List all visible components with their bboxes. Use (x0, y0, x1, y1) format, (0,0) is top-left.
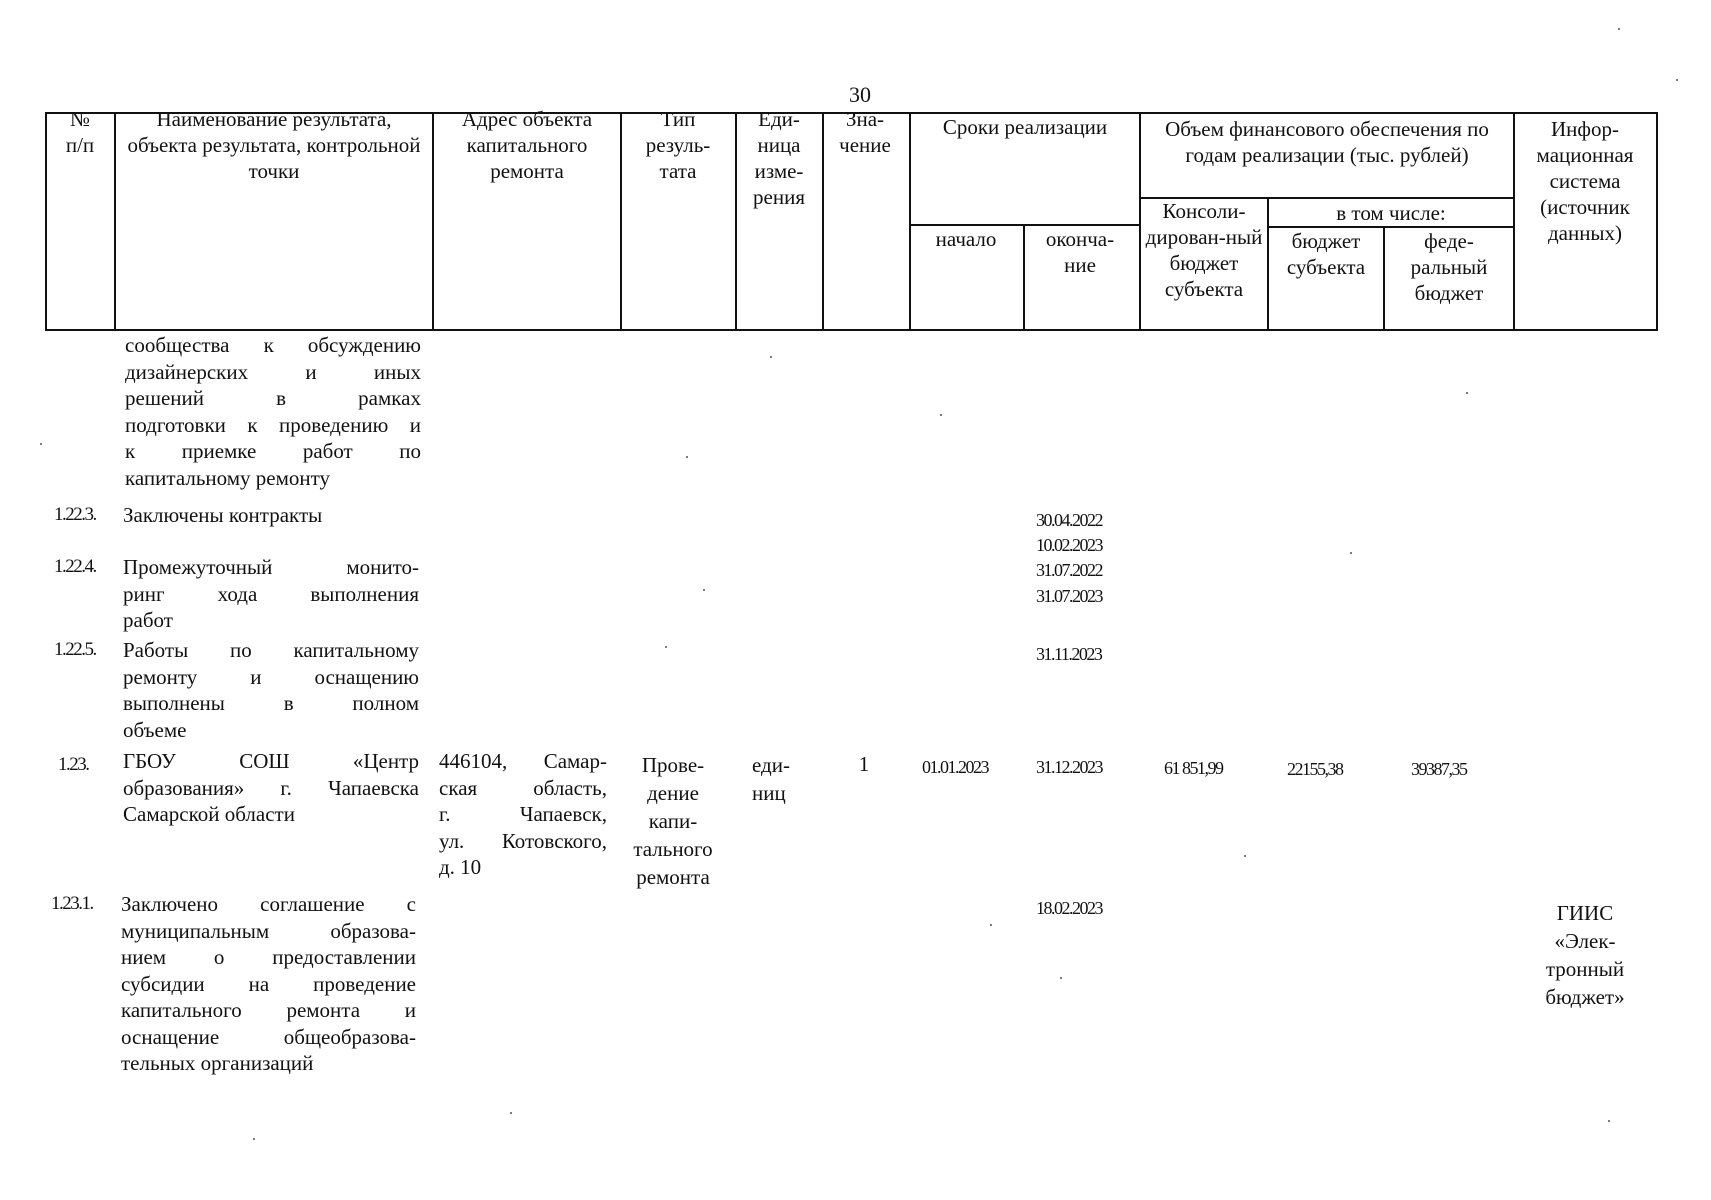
col-divider-0 (45, 112, 47, 331)
row-0-line-3: подготовки к проведению и (125, 412, 421, 437)
scan-speck (990, 924, 992, 926)
scan-speck (686, 456, 688, 458)
scan-speck (1676, 79, 1678, 81)
row-4-start: 01.01.2023 (922, 757, 988, 777)
row-4-address (439, 748, 607, 881)
header-start: начало (935, 227, 997, 251)
row-3-line-1: ремонту и оснащению (123, 664, 419, 689)
header-end: оконча-ние (1045, 227, 1115, 277)
row-1-end-date-0: 30.04.2022 (1036, 510, 1102, 530)
header-num: № п/п (65, 107, 95, 157)
row-5-info-2: тронный (1545, 957, 1625, 981)
row-4-line-2: Самарской области (123, 802, 295, 826)
row-5-line-6: тельных организаций (121, 1051, 314, 1075)
row-5-line-2: нием о предоставлении (121, 945, 416, 969)
header-bottom-border (45, 329, 1658, 331)
row-4-value: 1 (858, 752, 870, 776)
col-divider-12 (1656, 112, 1658, 331)
row-0-line-0: сообщества к обсуждению (125, 333, 421, 357)
row-5-num: 1.23.1. (51, 893, 93, 914)
row-5-name (121, 891, 416, 1077)
scan-speck (40, 443, 42, 445)
row-4-type-3: тального (633, 837, 713, 861)
header-consolidated: Консоли-дирован-ный бюджет субъекта (1145, 199, 1263, 301)
row-2-end-date-1: 31.07.2023 (1036, 586, 1102, 606)
row-4-federal-budget: 39387,35 (1411, 759, 1467, 779)
col-divider-1 (114, 112, 116, 331)
row-4-address-3: ул. Котовского, (439, 828, 607, 853)
row-4-num: 1.23. (58, 754, 89, 775)
row-4-address-2: г. Чапаевск, (439, 802, 607, 826)
row-4-address-0: 446104, Самар- (439, 749, 607, 773)
col-divider-3 (620, 112, 622, 331)
col-divider-4 (735, 112, 737, 331)
row-4-end: 31.12.2023 (1036, 757, 1102, 777)
header-address: Адрес объекта капитального ремонта (461, 107, 593, 183)
header-subject-budget: бюджет субъекта (1286, 229, 1366, 279)
row-5-line-4: капитального ремонта и (121, 998, 416, 1022)
row-3-line-2: выполнены в полном (123, 691, 419, 715)
row-0-line-2: решений в рамках (125, 386, 421, 410)
row-4-type-2: капи- (648, 809, 698, 833)
scan-speck (770, 356, 772, 358)
row-5-info-system (1520, 899, 1650, 1011)
row-4-line-0: ГБОУ СОШ «Центр (123, 749, 419, 773)
row-4-address-4: д. 10 (439, 855, 482, 879)
col-divider-5 (822, 112, 824, 331)
table-header (0, 0, 1711, 350)
row-4-consolidated: 61 851,99 (1164, 758, 1223, 778)
row-2-line-0: Промежуточный монито- (123, 555, 419, 579)
row-0-name (125, 332, 421, 491)
row-4-unit-1: ниц (752, 781, 786, 805)
row-3-num: 1.22.5. (54, 639, 96, 660)
row-1-name (123, 502, 419, 529)
header-including: в том числе: (1336, 201, 1446, 225)
row-4-unit-0: еди- (752, 753, 790, 777)
row-4-type (622, 751, 724, 891)
row-2-line-1: ринг хода выполнения (123, 581, 419, 606)
col-divider-6 (909, 112, 911, 331)
row-0-line-5: капитальному ремонту (125, 465, 331, 490)
col-divider-11 (1513, 112, 1515, 331)
header-type: Тип резуль-тата (645, 107, 711, 183)
scan-speck (940, 414, 942, 416)
row-3-line-0: Работы по капитальному (123, 638, 419, 662)
row-2-line-2: работ (123, 608, 173, 632)
col-divider-8 (1139, 112, 1141, 331)
row-4-type-4: ремонта (636, 865, 710, 889)
row-3-name (123, 637, 419, 743)
row-5-line-5: оснащение общеобразова- (121, 1024, 416, 1049)
row-5-info-3: бюджет» (1545, 985, 1625, 1009)
row-5-line-3: субсидии на проведение (121, 971, 416, 996)
row-4-subject-budget: 22155,38 (1287, 759, 1343, 779)
scan-speck (1060, 977, 1062, 979)
scan-speck (703, 589, 705, 591)
scan-speck (253, 1138, 255, 1140)
scan-speck (1350, 552, 1352, 554)
scan-speck (1244, 855, 1246, 857)
row-5-end: 18.02.2023 (1036, 898, 1102, 918)
row-5-line-1: муниципальным образова- (121, 918, 416, 943)
scan-speck (1466, 392, 1468, 394)
row-4-name (123, 748, 419, 828)
header-terms: Сроки реализации (942, 115, 1108, 139)
row-4-type-1: дение (647, 781, 699, 805)
row-0-line-1: дизайнерских и иных (125, 359, 421, 384)
row-5-info-1: «Элек- (1554, 929, 1616, 953)
scan-speck (665, 646, 667, 648)
row-4-address-1: ская область, (439, 775, 607, 800)
row-4-unit (752, 751, 822, 807)
scan-speck (1608, 1120, 1610, 1122)
header-info-system: Инфор-мационная система (источник данных) (1536, 117, 1634, 245)
page-number: 30 (849, 82, 871, 107)
row-2-num: 1.22.4. (54, 556, 96, 577)
scan-speck (1618, 28, 1620, 30)
col-divider-10 (1383, 226, 1385, 331)
row-5-info-0: ГИИС (1556, 901, 1614, 925)
header-unit: Еди-ница изме-рения (753, 107, 805, 209)
row-0-line-4: к приемке работ по (125, 439, 421, 463)
row-4-line-1: образования» г. Чапаевска (123, 775, 419, 800)
header-name: Наименование результата, объекта результата, контрольной точки (127, 107, 421, 183)
row-1-end-date-1: 10.02.2023 (1036, 535, 1102, 555)
row-2-end-date-0: 31.07.2022 (1036, 560, 1102, 580)
scan-speck (510, 1112, 512, 1114)
header-value: Зна-чение (839, 107, 891, 157)
row-3-line-3: объеме (123, 717, 187, 742)
header-finance: Объем финансового обеспечения по годам реализации (тыс. рублей) (1165, 117, 1489, 167)
row-5-line-0: Заключено соглашение с (121, 892, 416, 916)
row-4-type-0: Прове- (641, 753, 705, 777)
col-divider-7 (1023, 224, 1025, 331)
col-divider-9 (1267, 197, 1269, 331)
row-3-end-date-0: 31.11.2023 (1036, 644, 1102, 664)
row-1-num: 1.22.3. (54, 504, 96, 525)
col-divider-2 (432, 112, 434, 331)
header-federal-budget: феде-ральный бюджет (1410, 229, 1488, 305)
row-2-name (123, 554, 419, 634)
row-1-line-0: Заключены контракты (123, 503, 323, 527)
